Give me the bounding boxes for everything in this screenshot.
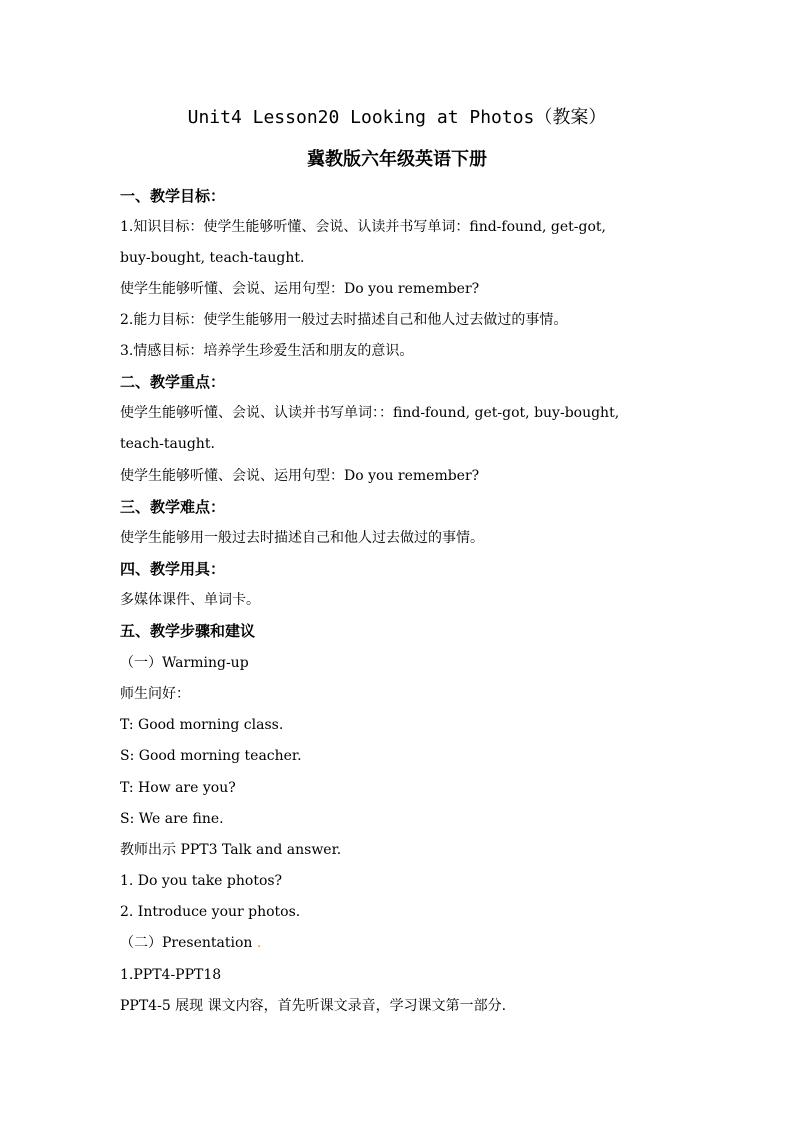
list-item: 2. Introduce your photos.	[120, 904, 301, 920]
paragraph-line: 1.PPT4-PPT18	[120, 967, 222, 983]
paragraph-line: buy-bought, teach-taught.	[120, 250, 305, 266]
paragraph-line: S: Good morning teacher.	[120, 748, 302, 764]
paragraph-line: PPT4-5 展现 课文内容，首先听课文录音，学习课文第一部分.	[120, 998, 507, 1014]
document-title: Unit4 Lesson20 Looking at Photos（教案）	[187, 107, 607, 128]
section-heading-teaching-aids: 四、教学用具：	[120, 560, 226, 578]
section-heading-key-points: 二、教学重点：	[120, 373, 226, 391]
paragraph-line	[120, 932, 680, 954]
paragraph-line: 师生问好：	[120, 686, 190, 702]
paragraph-line: （一）Warming-up	[120, 655, 249, 671]
paragraph-line: 教师出示 PPT3 Talk and answer.	[120, 842, 342, 858]
list-item: 1. Do you take photos?	[120, 873, 283, 889]
paragraph-line: 使学生能够听懂、会说、运用句型：Do you remember?	[120, 281, 480, 297]
paragraph-line: 使学生能够用一般过去时描述自己和他人过去做过的事情。	[120, 530, 484, 546]
section-heading-objectives: 一、教学目标：	[120, 187, 226, 205]
paragraph-line: S: We are fine.	[120, 811, 224, 827]
paragraph-line: T: Good morning class.	[120, 717, 284, 733]
paragraph-line: 使学生能够听懂、会说、运用句型：Do you remember?	[120, 468, 480, 484]
paragraph-line: 使学生能够听懂、会说、认读并书写单词：：find-found, get-got, buy-bought,	[120, 405, 620, 421]
paragraph-line: 1.知识目标：使学生能够听懂、会说、认读并书写单词：find-found, get-got,	[120, 219, 606, 235]
section-heading-difficulties: 三、教学难点：	[120, 498, 226, 516]
presentation-label: （二）Presentation	[120, 935, 253, 951]
section-heading-steps: 五、教学步骤和建议	[120, 622, 256, 640]
document-subtitle: 冀教版六年级英语下册	[307, 149, 487, 170]
paragraph-line: 3.情感目标：培养学生珍爱生活和朋友的意识。	[120, 343, 414, 359]
orange-dot: .	[252, 935, 262, 951]
paragraph-line: T: How are you?	[120, 780, 236, 796]
paragraph-line: teach-taught.	[120, 436, 215, 452]
paragraph-line: 2.能力目标：使学生能够用一般过去时描述自己和他人过去做过的事情。	[120, 312, 568, 328]
paragraph-line: 多媒体课件、单词卡。	[120, 592, 260, 608]
